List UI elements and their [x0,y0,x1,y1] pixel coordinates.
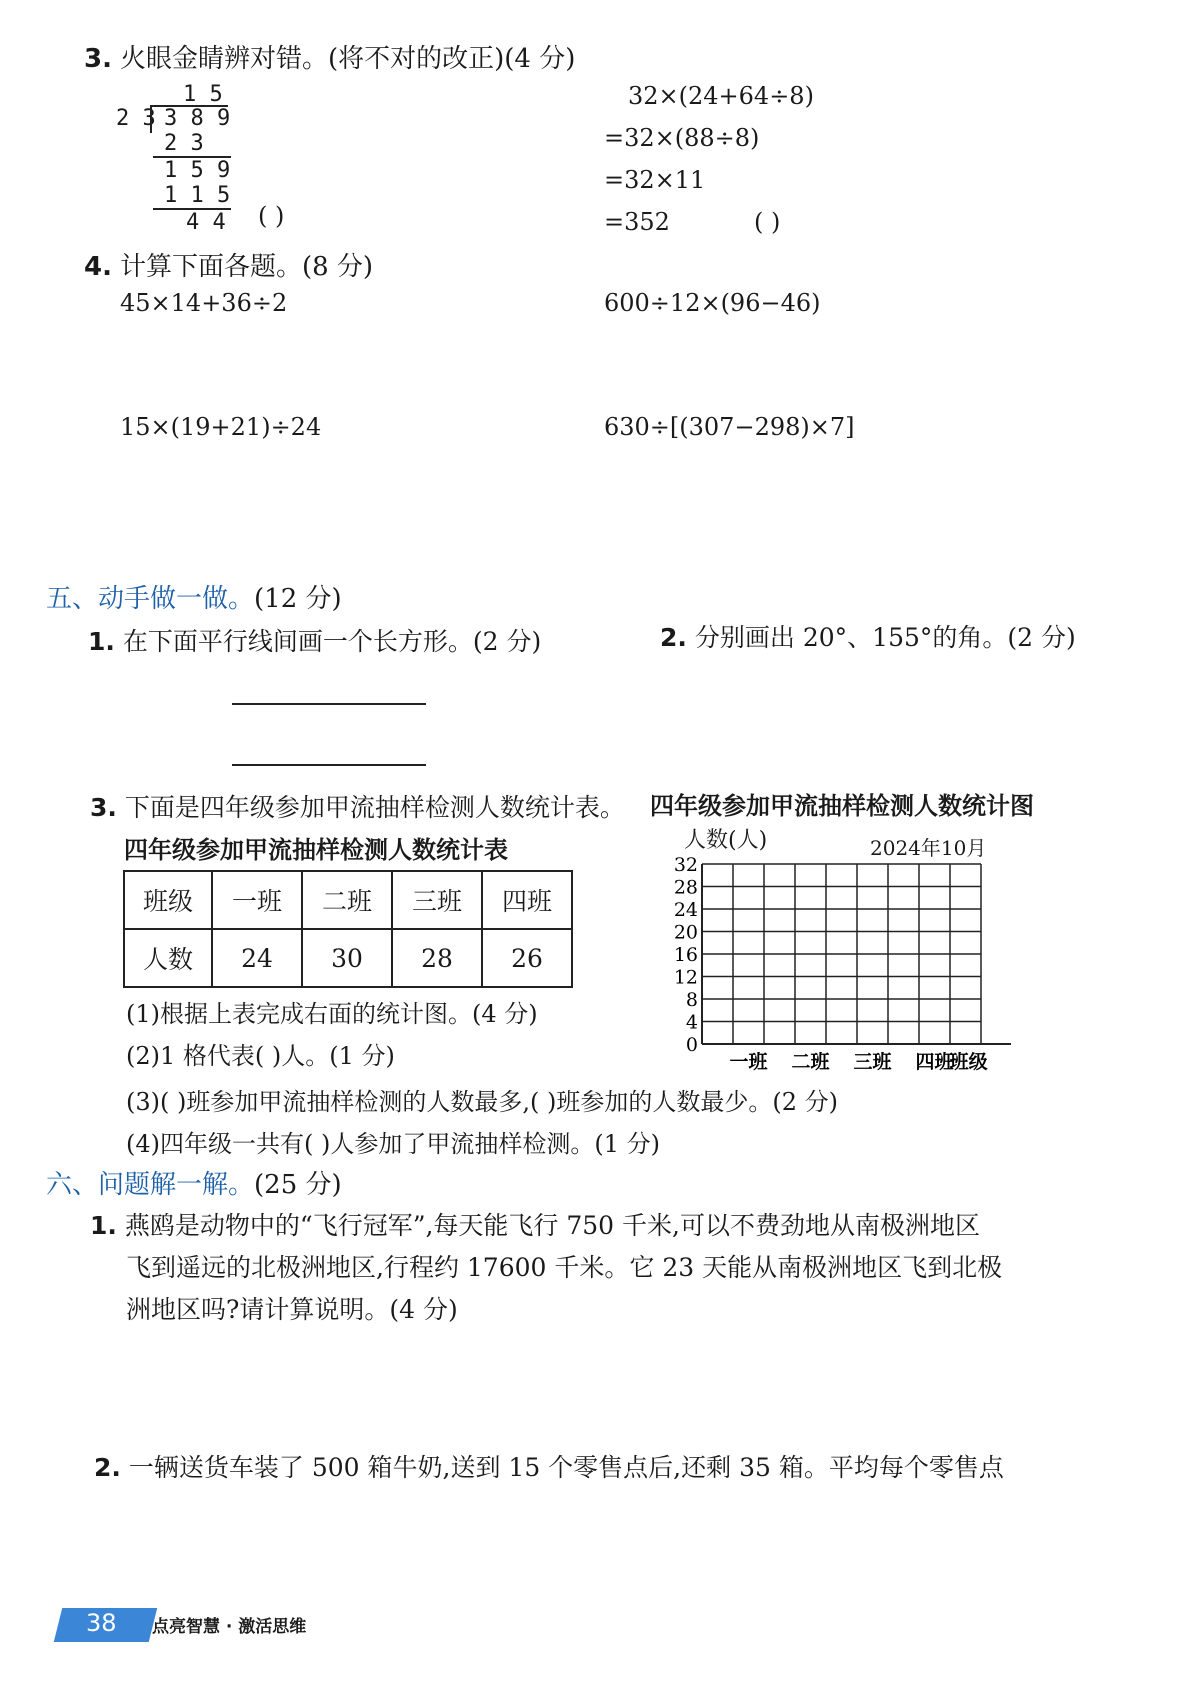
chart-y-tick-label: 24 [673,899,698,921]
division-step3: 1 1 5 [164,183,231,208]
s5-q3-sub4: (4)四年级一共有( )人参加了甲流抽样检测。(1 分) [126,1130,660,1158]
section6-title [46,1164,342,1201]
q4-expr-2: 600÷12×(96−46) [604,289,821,317]
section5-score: (12 分) [254,584,342,614]
chart-category-label: 四班 [915,1051,954,1073]
section5-heading: 五、动手做一做。 [46,584,255,614]
chart-x-axis-label: 班级 [949,1051,988,1073]
q3-header [84,38,575,75]
q4-text: 计算下面各题。(8 分) [119,252,374,282]
s5-q1-text: 在下面平行线间画一个长方形。(2 分) [122,627,542,656]
q3-text: 火眼金睛辨对错。(将不对的改正)(4 分) [119,44,576,74]
s6-q1-number: 1. [90,1211,117,1240]
chart-grid-svg [660,848,1060,1078]
table-value-cell: 24 [212,929,302,987]
s6-q1-text-1: 燕鸥是动物中的“飞行冠军”,每天能飞行 750 千米,可以不费劲地从南极洲地区 [124,1211,980,1240]
s6-q1-line2: 飞到遥远的北极洲地区,行程约 17600 千米。它 23 天能从南极洲地区飞到北极 [126,1253,1003,1282]
table-row-values [124,929,572,987]
s5-q1 [88,622,541,658]
chart-y-tick-label: 16 [673,944,698,966]
calc-line-4: =352 [604,208,670,236]
parallel-line-bottom [232,764,426,766]
chart-y-tick-label: 20 [673,921,698,944]
s5-q3-sub2: (2)1 格代表( )人。(1 分) [126,1042,395,1070]
page-number: 38 [86,1609,117,1637]
s5-q3 [90,788,625,824]
chart-y-tick-label: 12 [673,966,698,989]
table-header-cell: 班级 [124,871,212,929]
q4-header [84,246,373,283]
section6-score: (25 分) [254,1170,342,1200]
s5-q3-number: 3. [90,793,117,822]
s5-q2-number: 2. [660,623,687,652]
s5-q3-text: 下面是四年级参加甲流抽样检测人数统计表。 [124,793,625,822]
q3-number: 3. [84,44,112,74]
table-value-cell: 26 [482,929,572,987]
q4-number: 4. [84,252,112,282]
chart-y-tick-label: 8 [685,989,698,1011]
section6-heading: 六、问题解一解。 [46,1170,255,1200]
calc-line-1: 32×(24+64÷8) [628,82,814,110]
chart-title: 四年级参加甲流抽样检测人数统计图 [650,792,1034,820]
chart-date: 2024年10月 [870,836,987,860]
q4-expr-4: 630÷[(307−298)×7] [604,413,855,441]
division-step2: 1 5 9 [164,158,231,183]
table-header-cell: 一班 [212,871,302,929]
table-title: 四年级参加甲流抽样检测人数统计表 [124,836,508,864]
chart-category-label: 二班 [791,1051,830,1073]
s6-q1-line1 [90,1206,980,1242]
q4-expr-3: 15×(19+21)÷24 [120,413,322,441]
table-header-cell: 四班 [482,871,572,929]
footer-slogan: 点亮智慧 · 激活思维 [152,1617,307,1637]
chart-category-label: 一班 [729,1051,768,1073]
s6-q2-text-1: 一辆送货车装了 500 箱牛奶,送到 15 个零售点后,还剩 35 箱。平均每个零售点 [128,1453,1004,1482]
chart-y-tick-label: 4 [685,1011,698,1034]
division-quotient: 1 5 [183,82,223,107]
calc-line-3: =32×11 [604,166,706,194]
division-remainder: 4 4 [186,210,226,235]
s5-q3-sub3: (3)( )班参加甲流抽样检测的人数最多,( )班参加的人数最少。(2 分) [126,1088,838,1116]
chart-y-tick-label: 32 [673,854,698,876]
s6-q1-line3: 洲地区吗?请计算说明。(4 分) [126,1295,458,1324]
division-divisor: 2 3 [116,106,156,131]
table-row-label: 人数 [124,929,212,987]
table-value-cell: 28 [392,929,482,987]
table-header-cell: 二班 [302,871,392,929]
s5-q2 [660,618,1076,654]
chart-ylabel: 人数(人) [684,828,768,853]
table-header-cell: 三班 [392,871,482,929]
division-step1: 2 3 [164,131,204,156]
division-judge-paren[interactable]: ( ) [258,202,285,230]
section5-title [46,578,342,615]
table-row-header [124,871,572,929]
table-value-cell: 30 [302,929,392,987]
division-dividend: 3 8 9 [164,106,231,131]
calc-judge-paren[interactable]: ( ) [754,208,781,236]
s5-q1-number: 1. [88,627,115,656]
chart-y-tick-label: 0 [685,1034,698,1056]
s5-q3-sub1: (1)根据上表完成右面的统计图。(4 分) [126,1000,538,1028]
parallel-line-top [232,703,426,705]
chart-category-label: 三班 [853,1051,892,1073]
chart-y-tick-label: 28 [673,876,698,899]
s6-q2-line1 [94,1448,1004,1484]
stats-table [123,870,573,988]
s6-q2-number: 2. [94,1453,121,1482]
s5-q2-text: 分别画出 20°、155°的角。(2 分) [694,623,1076,652]
calc-line-2: =32×(88÷8) [604,124,760,152]
q4-expr-1: 45×14+36÷2 [120,289,288,317]
